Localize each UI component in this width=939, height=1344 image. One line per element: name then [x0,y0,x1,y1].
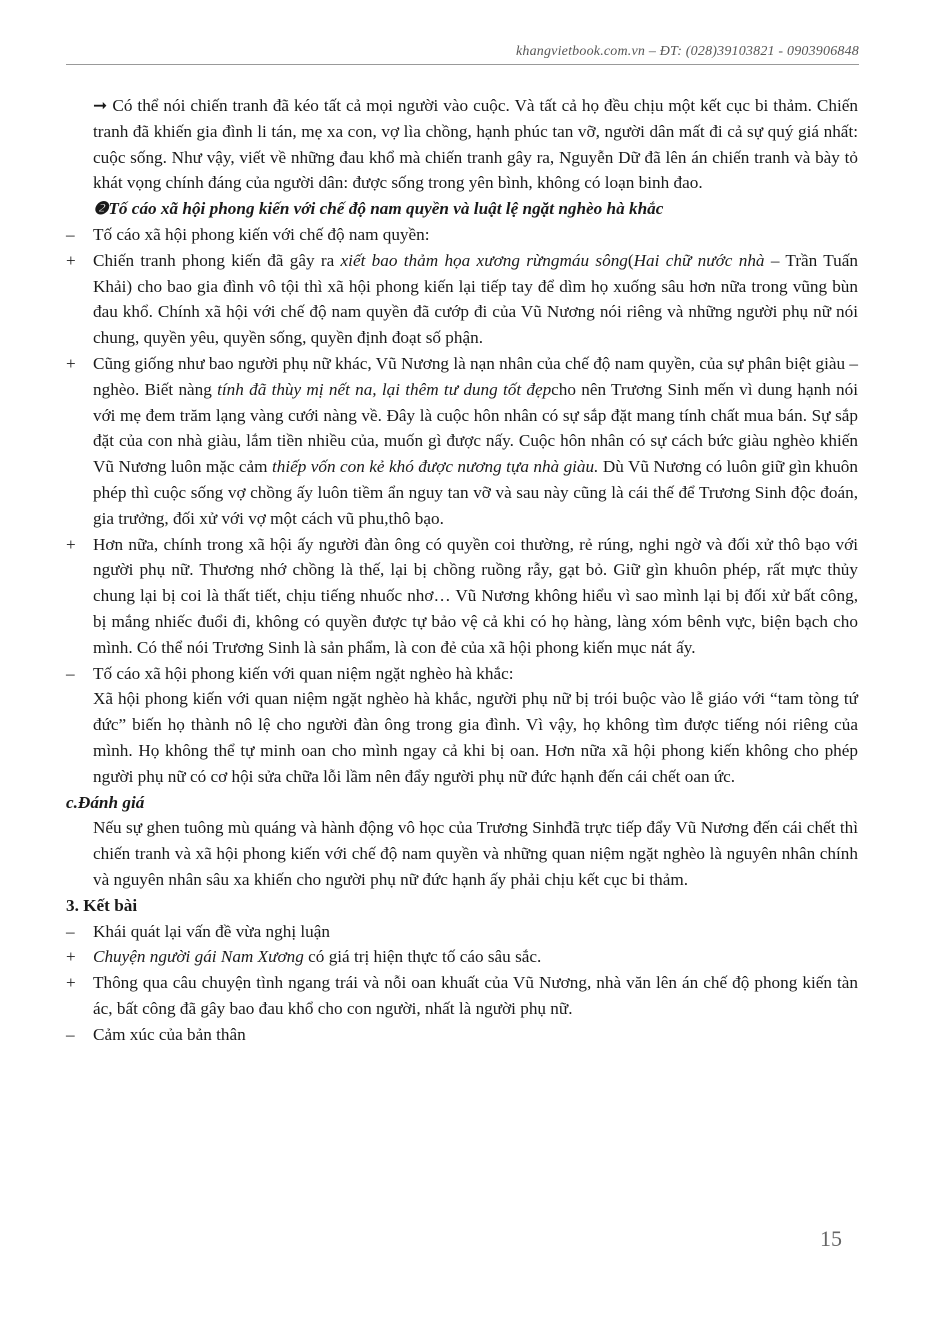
list-item: – Cảm xúc của bản thân [66,1022,858,1048]
number-2-icon: ❷ [93,199,109,219]
paragraph-evaluation: Nếu sự ghen tuông mù quáng và hành động vô học của Trương Sinhđã trực tiếp đẩy Vũ Nương đến cái chết thì chiến tranh và xã hội phong kiến với chế độ nam quyền và những quan niệm ngặt nghèo là nguyên nhân chính và nguyên nhân sâu xa khiến cho người phụ nữ đức hạnh ấy phải chịu kết cục bi thảm. [93,818,858,889]
dash-marker: – [66,1024,75,1044]
document-body [66,93,858,1047]
header-rule [66,64,859,65]
subheading-2: ❷Tố cáo xã hội phong kiến với chế độ nam quyền và luật lệ ngặt nghèo hà khắc [93,199,664,219]
list-item: – Tố cáo xã hội phong kiến với chế độ nam quyền: [66,222,858,248]
section-c-title: c.Đánh giá [66,792,145,812]
page-header: khangvietbook.com.vn – ĐT: (028)39103821 - 0903906848 [515,44,859,59]
plus-marker: + [66,353,76,373]
page-number: 15 [820,1226,842,1251]
list-item: – Khái quát lại vấn đề vừa nghị luận [66,919,858,945]
paragraph-conclusion-war: ➞ Có thể nói chiến tranh đã kéo tất cả mọi người vào cuộc. Và tất cả họ đều chịu một kết cục bi thảm. Chiến tranh đã khiến gia đình li tán, mẹ xa con, vợ lìa chồng, hạnh phúc tan vỡ, người dân mất đi cả sự quý giá nhất: cuộc sống. Như vậy, viết về những đau khổ mà chiến tranh gây ra, Nguyễn Dữ đã lên án chiến tranh và bày tỏ khát vọng chính đáng của người dân: được sống trong yên bình, không có loạn binh đao. [93,96,858,193]
plus-marker: + [66,947,76,967]
paragraph-feudal-norms: Xã hội phong kiến với quan niệm ngặt nghèo hà khắc, người phụ nữ bị trói buộc vào lễ giáo với “tam tòng tứ đức” biến họ thành nô lệ cho người đàn ông trong gia đình. Vì vậy, họ không tìm được tiếng nói riêng của mình. Họ không thể tự minh oan cho mình ngay cả khi bị oan. Hơn nữa xã hội phong kiến không cho phép người phụ nữ có cơ hội sửa chữa lỗi lầm nên đẩy người phụ nữ đức hạnh đến cái chết oan ức. [93,689,858,786]
list-item: + Cũng giống như bao người phụ nữ khác, Vũ Nương là nạn nhân của chế độ nam quyền, của sự phân biệt giàu – nghèo. Biết nàng tính đã thùy mị nết na, lại thêm tư dung tốt đẹpcho nên Trương Sinh mến vì dung hạnh nói với mẹ đem trăm lạng vàng cưới nàng về. Đây là cuộc hôn nhân có sự sắp đặt mang tính chất mua bán. Sự sắp đặt của con nhà giàu, lắm tiền nhiều của, muốn gì được nấy. Cuộc hôn nhân có sự cách bức giàu nghèo khiến Vũ Nương luôn mặc cảm thiếp vốn con kẻ khó được nương tựa nhà giàu. Dù Vũ Nương có luôn giữ gìn khuôn phép thì cuộc sống vợ chồng ấy luôn tiềm ẩn nguy tan vỡ và sau này cũng là cái thế để Trương Sinh độc đoán, gia trưởng, đối xử với vợ một cách vũ phu,thô bạo. [66,351,858,532]
section-3-title: 3. Kết bài [66,895,138,915]
plus-marker: + [66,534,76,554]
list-item: + Chuyện người gái Nam Xương có giá trị hiện thực tố cáo sâu sắc. [66,944,858,970]
plus-marker: + [66,250,76,270]
dash-marker: – [66,224,75,244]
plus-marker: + [66,973,76,993]
arrow-icon: ➞ [93,96,108,115]
dash-marker: – [66,663,75,683]
dash-marker: – [66,921,75,941]
list-item: + Chiến tranh phong kiến đã gây ra xiết bao thảm họa xương rừngmáu sông(Hai chữ nước nhà – Trần Tuấn Khải) cho bao gia đình vô tội thì xã hội phong kiến lại tiếp tay để dìm họ xuống sâu hơn nữa trong vũng bùn đau khổ. Chính xã hội với chế độ nam quyền đã cướp đi của Vũ Nương nói riêng và những người phụ nữ nói chung, quyền yêu, quyền sống, quyền định đoạt số phận. [66,248,858,351]
list-item: + Hơn nữa, chính trong xã hội ấy người đàn ông có quyền coi thường, rẻ rúng, nghi ngờ và đối xử thô bạo với người phụ nữ. Thương nhớ chồng là thế, lại bị chồng ruồng rẫy, gạt bỏ. Giữ gìn khuôn phép, rất mực thủy chung lại bị coi là thất tiết, chịu tiếng nhuốc nhơ… Vũ Nương không hiểu vì sao mình lại bị đối xử bất công, bị mắng nhiếc đuổi đi, không có quyền được tự bảo vệ cả khi có họ hàng, làng xóm bênh vực, biện bạch cho mình. Có thể nói Trương Sinh là sản phẩm, là con đẻ của xã hội phong kiến mục nát ấy. [66,532,858,661]
list-item: – Tố cáo xã hội phong kiến với quan niệm ngặt nghèo hà khắc: [66,661,858,687]
list-item: + Thông qua câu chuyện tình ngang trái và nỗi oan khuất của Vũ Nương, nhà văn lên án chế độ phong kiến tàn ác, bất công đã gây bao đau khổ cho con người, nhất là người phụ nữ. [66,970,858,1022]
